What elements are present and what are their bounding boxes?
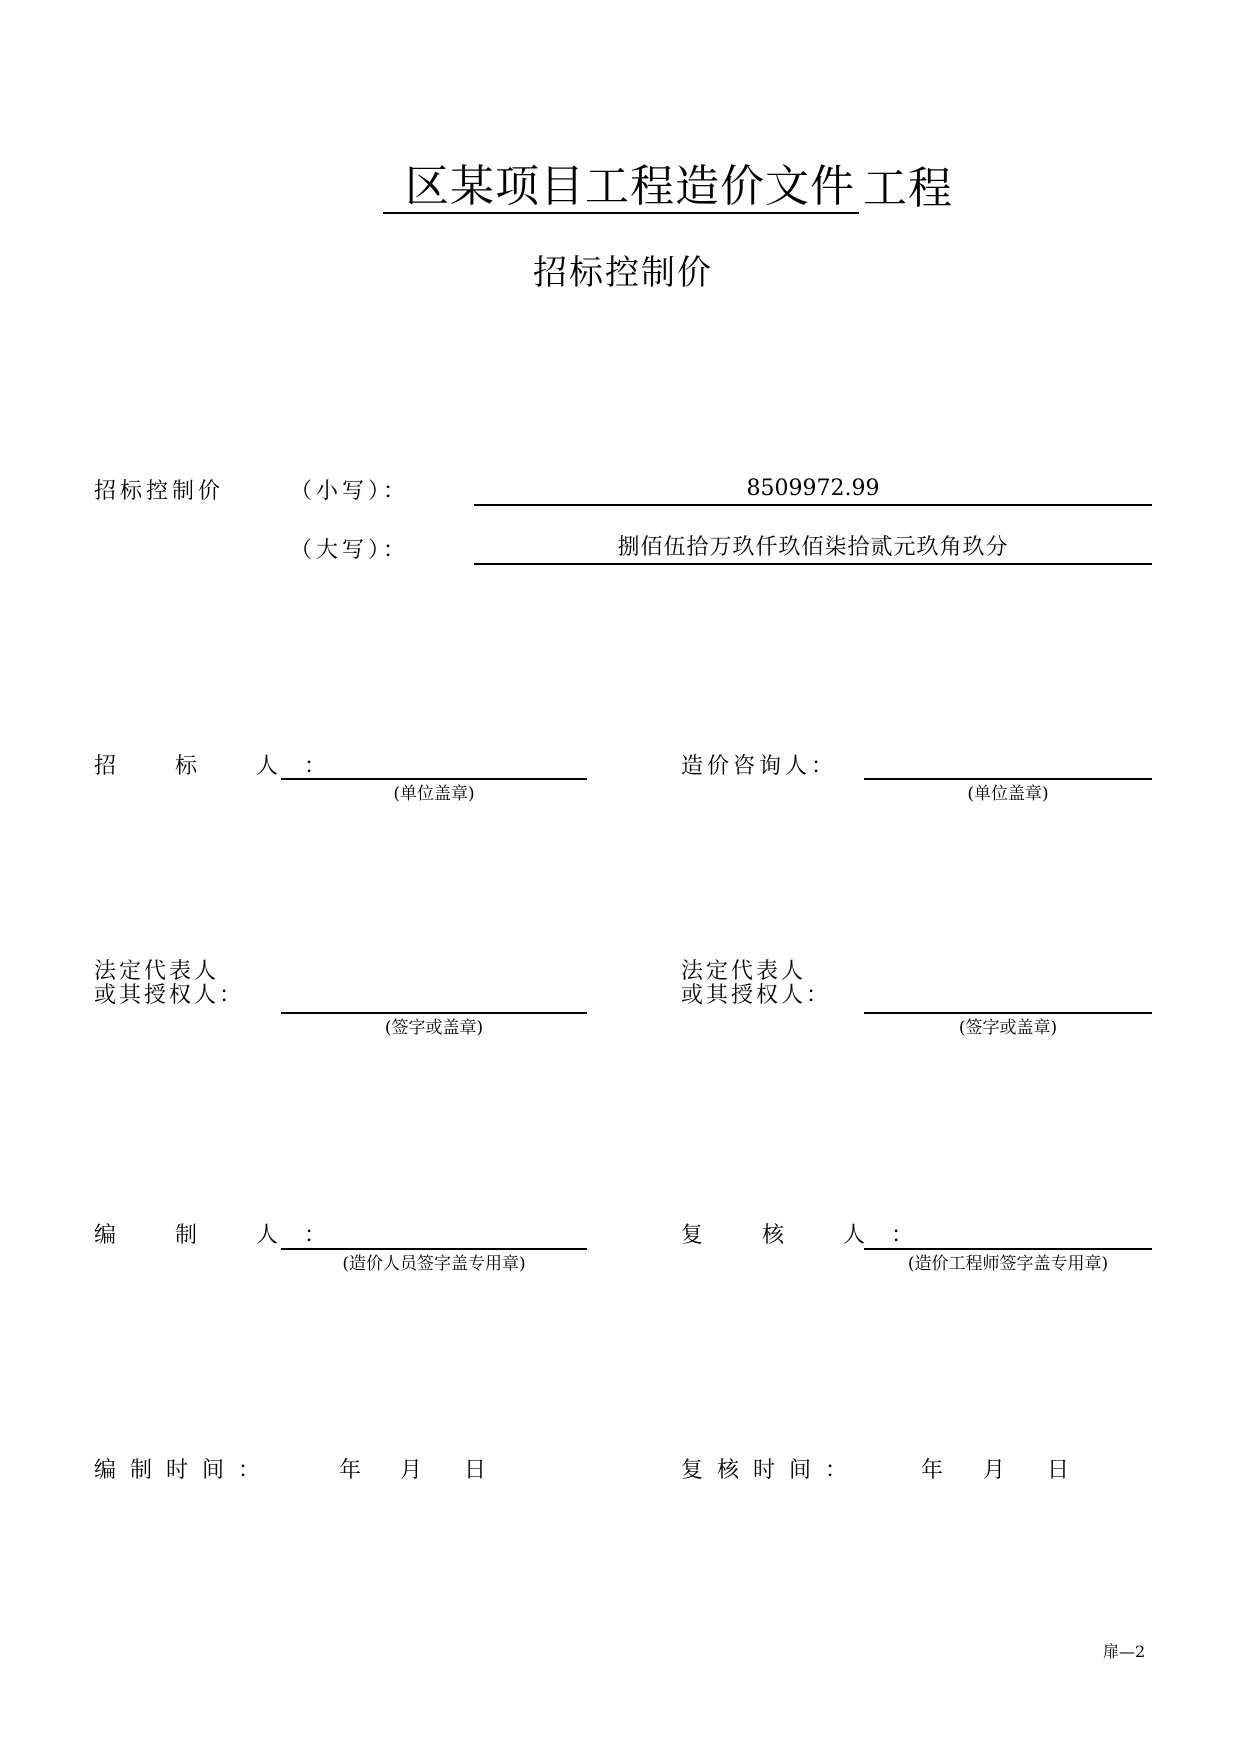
lower-case-label: （小写）： — [290, 479, 410, 504]
lower-case-value: 8509972.99 — [746, 476, 880, 501]
tenderer-rep-note: (签字或盖章) — [384, 1018, 484, 1038]
reviewer-label: 复 核 人： — [681, 1223, 939, 1248]
review-date-label: 复核时间： — [681, 1458, 862, 1483]
consultant-note: (单位盖章) — [967, 784, 1049, 804]
review-day[interactable]: 日 — [1047, 1458, 1074, 1483]
document-subtitle: 招标控制价 — [533, 253, 713, 293]
consultant-rep-note: (签字或盖章) — [958, 1018, 1058, 1038]
tenderer-rep-label-line2: 或其授权人： — [94, 983, 245, 1008]
consultant-rep-label — [681, 960, 831, 1008]
compile-year[interactable]: 年 — [339, 1458, 366, 1483]
review-year[interactable]: 年 — [921, 1458, 948, 1483]
tenderer-rep-label — [94, 960, 244, 1008]
project-name: 区某项目工程造价文件 — [383, 162, 859, 214]
consultant-rep-label-line1: 法定代表人 — [681, 959, 807, 984]
tenderer-rep-label-line1: 法定代表人 — [94, 959, 220, 984]
title-suffix: 工程 — [863, 163, 953, 214]
reviewer-note: (造价工程师签字盖专用章) — [907, 1254, 1109, 1274]
document-title — [383, 158, 953, 214]
control-price-label: 招标控制价 — [94, 479, 225, 504]
lower-case-underline — [474, 504, 1152, 506]
upper-case-value: 捌佰伍拾万玖仟玖佰柒拾贰元玖角玖分 — [617, 535, 1009, 560]
page-code: 扉—2 — [1103, 1642, 1146, 1661]
tenderer-signature-line[interactable] — [281, 778, 587, 780]
compile-month[interactable]: 月 — [400, 1458, 427, 1483]
upper-case-label: （大写）： — [290, 538, 410, 563]
compile-day[interactable]: 日 — [464, 1458, 491, 1483]
compiler-note: (造价人员签字盖专用章) — [342, 1254, 526, 1274]
compiler-label: 编 制 人： — [94, 1223, 352, 1248]
consultant-rep-label-line2: 或其授权人： — [681, 983, 832, 1008]
review-month[interactable]: 月 — [983, 1458, 1010, 1483]
compile-date-label: 编制时间： — [94, 1458, 275, 1483]
consultant-label: 造价咨询人： — [681, 754, 838, 779]
upper-case-underline — [474, 563, 1152, 565]
compiler-signature-line[interactable] — [281, 1248, 587, 1250]
consultant-rep-signature-line[interactable] — [864, 1012, 1152, 1014]
consultant-signature-line[interactable] — [864, 778, 1152, 780]
reviewer-signature-line[interactable] — [864, 1248, 1152, 1250]
tenderer-note: (单位盖章) — [393, 784, 475, 804]
tenderer-label: 招 标 人： — [94, 754, 352, 779]
tenderer-rep-signature-line[interactable] — [281, 1012, 587, 1014]
